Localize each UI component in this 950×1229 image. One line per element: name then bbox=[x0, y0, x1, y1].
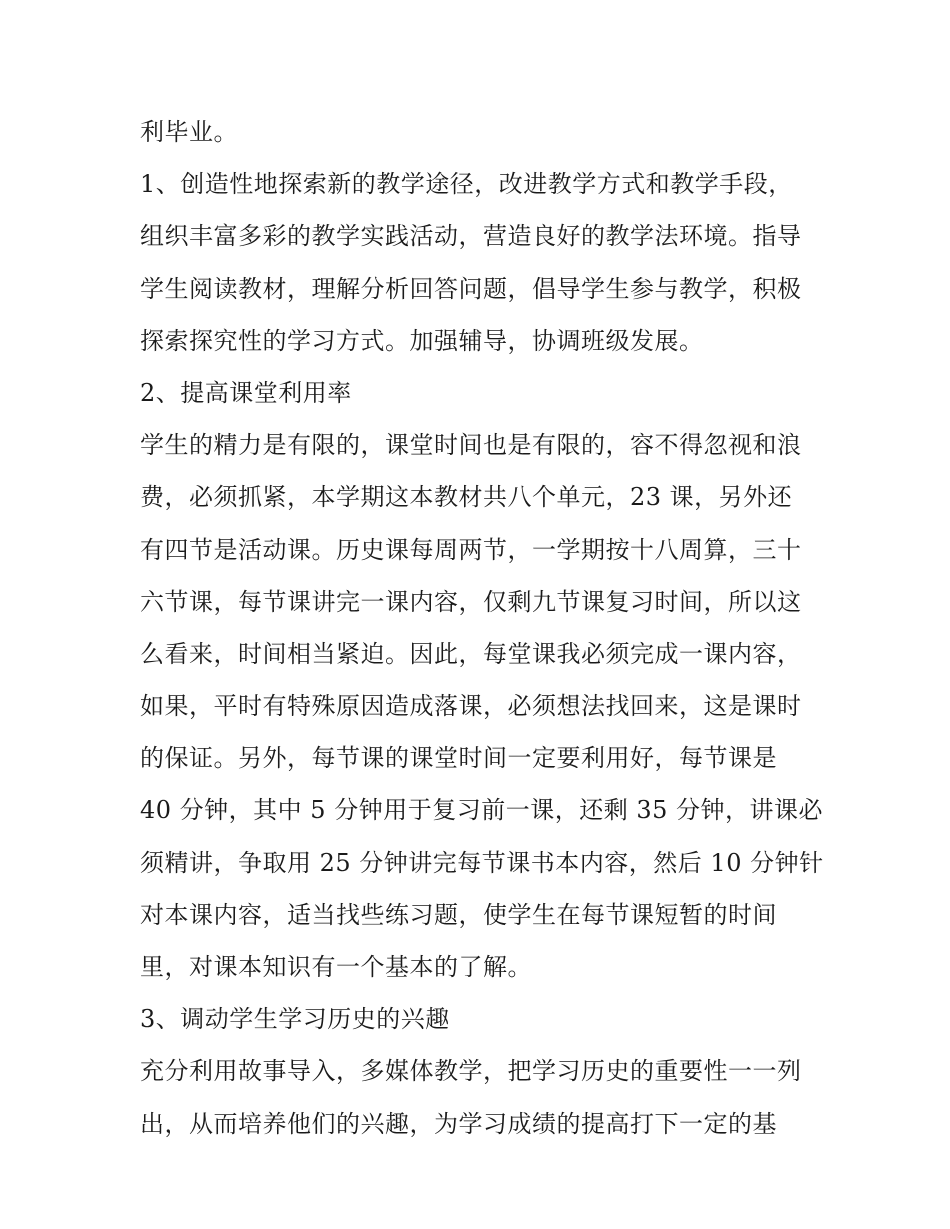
text-line: 40 分钟，其中 5 分钟用于复习前一课，还剩 35 分钟，讲课必 bbox=[140, 796, 823, 825]
text-line: 出，从而培养他们的兴趣，为学习成绩的提高打下一定的基 bbox=[140, 1109, 777, 1138]
text-line: 利毕业。 bbox=[140, 118, 238, 146]
section-heading: 2、提高课堂利用率 bbox=[140, 378, 352, 407]
text-line: 对本课内容，适当找些练习题，使学生在每节课短暂的时间 bbox=[140, 900, 777, 929]
text-line: 六节课，每节课讲完一课内容，仅剩九节课复习时间，所以这 bbox=[140, 587, 802, 616]
text-line: 探索探究性的学习方式。加强辅导，协调班级发展。 bbox=[140, 326, 704, 355]
list-item-heading: 1、创造性地探索新的教学途径，改进教学方式和教学手段， bbox=[140, 170, 793, 199]
text-line: 么看来，时间相当紧迫。因此，每堂课我必须完成一课内容， bbox=[140, 639, 802, 668]
document-body bbox=[140, 106, 824, 1150]
text-line: 有四节是活动课。历史课每周两节，一学期按十八周算，三十 bbox=[140, 535, 802, 564]
text-line: 学生阅读教材，理解分析回答问题，倡导学生参与教学，积极 bbox=[140, 274, 802, 303]
text-line: 学生的精力是有限的，课堂时间也是有限的，容不得忽视和浪 bbox=[140, 431, 802, 460]
text-line: 充分利用故事导入，多媒体教学，把学习历史的重要性一一列 bbox=[140, 1057, 802, 1086]
text-line: 如果，平时有特殊原因造成落课，必须想法找回来，这是课时 bbox=[140, 692, 802, 721]
text-line: 里，对课本知识有一个基本的了解。 bbox=[140, 953, 532, 981]
text-line: 费，必须抓紧，本学期这本教材共八个单元，23 课，另外还 bbox=[140, 483, 793, 512]
text-line: 的保证。另外，每节课的课堂时间一定要利用好，每节课是 bbox=[140, 744, 777, 773]
text-line: 组织丰富多彩的教学实践活动，营造良好的教学法环境。指导 bbox=[140, 222, 802, 251]
text-line: 须精讲，争取用 25 分钟讲完每节课书本内容，然后 10 分钟针 bbox=[140, 848, 824, 877]
section-heading: 3、调动学生学习历史的兴趣 bbox=[140, 1005, 450, 1034]
